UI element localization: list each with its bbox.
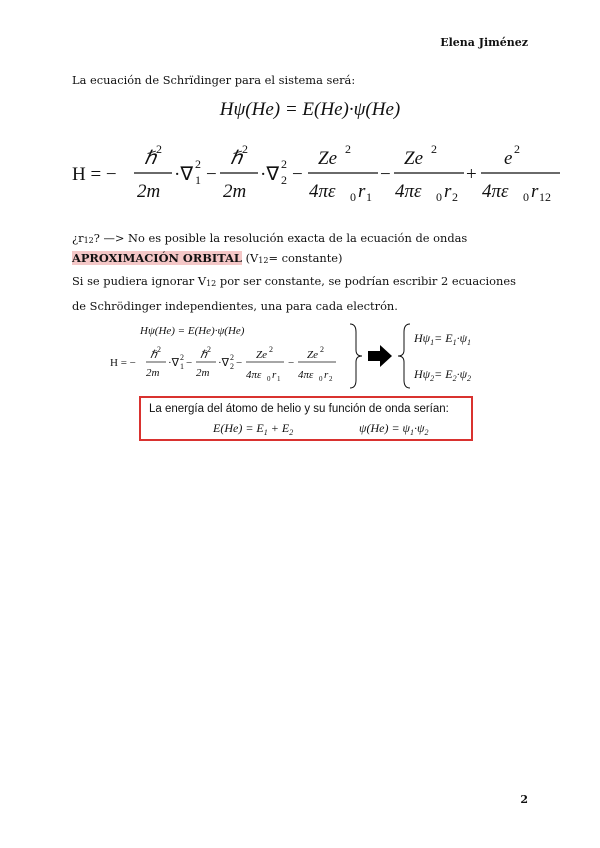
approx-open: (V — [241, 251, 259, 265]
nabla-2-sub: 2 — [281, 173, 287, 187]
svg-text:−: − — [186, 357, 193, 369]
svg-text:Ze: Ze — [307, 349, 318, 361]
svg-text:2m: 2m — [146, 367, 160, 379]
svg-text:2m: 2m — [196, 367, 210, 379]
result-energy: $E(He) = E_1 + E_2$ — [213, 421, 294, 437]
nabla-2-exp: 2 — [281, 157, 287, 171]
svg-text:−: − — [292, 164, 303, 185]
ze2-1: Ze — [318, 148, 337, 169]
svg-text:−: − — [206, 164, 217, 185]
header-author: Elena Jiménez — [440, 36, 528, 49]
svg-text:2: 2 — [320, 345, 324, 354]
ze2-1-exp: 2 — [345, 142, 351, 156]
hbar-2: ℏ — [230, 148, 243, 169]
svg-text:·∇: ·∇ — [218, 357, 230, 369]
ze2-2-exp: 2 — [431, 142, 437, 156]
svg-text:−: − — [288, 357, 295, 369]
approx-close: = constante) — [268, 251, 343, 265]
e2: e — [504, 148, 513, 169]
den-3: 4πε — [482, 181, 509, 202]
svg-text:−: − — [236, 357, 243, 369]
svg-text:−: − — [380, 164, 391, 185]
svg-text:1: 1 — [277, 375, 281, 383]
hbar-2-exp: 2 — [242, 142, 248, 156]
svg-text:r: r — [272, 369, 277, 381]
schrodinger-equation-text: Hψ(He) = E(He)·ψ(He) — [219, 99, 401, 120]
hamiltonian-equation — [0, 140, 600, 212]
approx-sub: 12 — [258, 256, 269, 265]
svg-text:2: 2 — [180, 353, 184, 362]
result-box — [139, 396, 473, 441]
den-3-eps-sub: 0 — [523, 190, 529, 204]
den-2: 4πε — [395, 181, 422, 202]
r12-sub: 12 — [83, 236, 94, 245]
result-wave: $\psi(He) = \psi_1\cdot\psi_2$ — [359, 421, 429, 437]
result-box-title: La energía del átomo de helio y su función de onda serían: — [149, 403, 449, 415]
svg-text:Ze: Ze — [256, 349, 267, 361]
scheme-h-lhs: H = − — [110, 357, 136, 369]
paragraph-part2: por ser constante, se podrían escribir 2 ecuaciones de Schrödinger independientes, una para cada electrón. — [72, 274, 516, 313]
svg-text:ℏ: ℏ — [200, 349, 207, 361]
den-1-eps-sub: 0 — [350, 190, 356, 204]
den-1-r-sub: 1 — [366, 190, 372, 204]
independence-paragraph — [72, 270, 532, 317]
nabla-1: ·∇ — [174, 164, 194, 185]
approx-line — [72, 248, 343, 271]
svg-text:0: 0 — [319, 375, 323, 383]
svg-text:2: 2 — [329, 375, 333, 383]
svg-text:2: 2 — [157, 345, 161, 354]
nabla-1-sub: 1 — [195, 173, 201, 187]
r12-prefix: ¿r — [72, 231, 84, 245]
den-3-r-sub: 12 — [539, 190, 551, 204]
nabla-2: ·∇ — [260, 164, 280, 185]
scheme-right-eq1: $H\psi_1= E_1\cdot\psi_1$ — [414, 331, 472, 347]
two-m-2: 2m — [223, 181, 247, 202]
r12-suffix: ? —> No es posible la resolución exacta de la ecuación de ondas — [93, 231, 468, 245]
svg-text:·∇: ·∇ — [168, 357, 180, 369]
hbar-1-exp: 2 — [156, 142, 162, 156]
ze2-2: Ze — [404, 148, 423, 169]
svg-text:2: 2 — [207, 345, 211, 354]
orbital-scheme — [0, 320, 600, 392]
two-m-1: 2m — [137, 181, 161, 202]
svg-text:r: r — [324, 369, 329, 381]
scheme-top-eq: Hψ(He) = E(He)·ψ(He) — [140, 325, 245, 337]
intro-text: La ecuación de Schrïdinger para el sistema será: — [72, 73, 356, 87]
right-arrow-icon — [368, 345, 392, 367]
svg-text:4πε: 4πε — [246, 369, 262, 381]
svg-text:4πε: 4πε — [298, 369, 314, 381]
svg-text:+: + — [466, 164, 477, 185]
svg-text:ℏ: ℏ — [150, 349, 157, 361]
schrodinger-equation — [0, 93, 600, 127]
svg-text:2: 2 — [230, 362, 234, 371]
scheme-right-eq2: $H\psi_2= E_2\cdot\psi_2$ — [414, 367, 472, 383]
svg-text:0: 0 — [267, 375, 271, 383]
den-3-r: r — [531, 181, 539, 202]
den-2-eps-sub: 0 — [436, 190, 442, 204]
svg-text:2: 2 — [230, 353, 234, 362]
paragraph-part1: Si se pudiera ignorar V — [72, 274, 207, 288]
result-equations — [141, 416, 471, 440]
e2-exp: 2 — [514, 142, 520, 156]
page-number: 2 — [520, 793, 528, 806]
svg-text:2: 2 — [269, 345, 273, 354]
den-2-r-sub: 2 — [452, 190, 458, 204]
hamiltonian-lhs: H = − — [72, 164, 117, 185]
hbar-1: ℏ — [144, 148, 157, 169]
den-2-r: r — [444, 181, 452, 202]
approx-label: APROXIMACIÓN ORBITAL — [72, 251, 242, 265]
svg-text:1: 1 — [180, 362, 184, 371]
nabla-1-exp: 2 — [195, 157, 201, 171]
paragraph-sub: 12 — [206, 279, 217, 288]
den-1: 4πε — [309, 181, 336, 202]
den-1-r: r — [358, 181, 366, 202]
